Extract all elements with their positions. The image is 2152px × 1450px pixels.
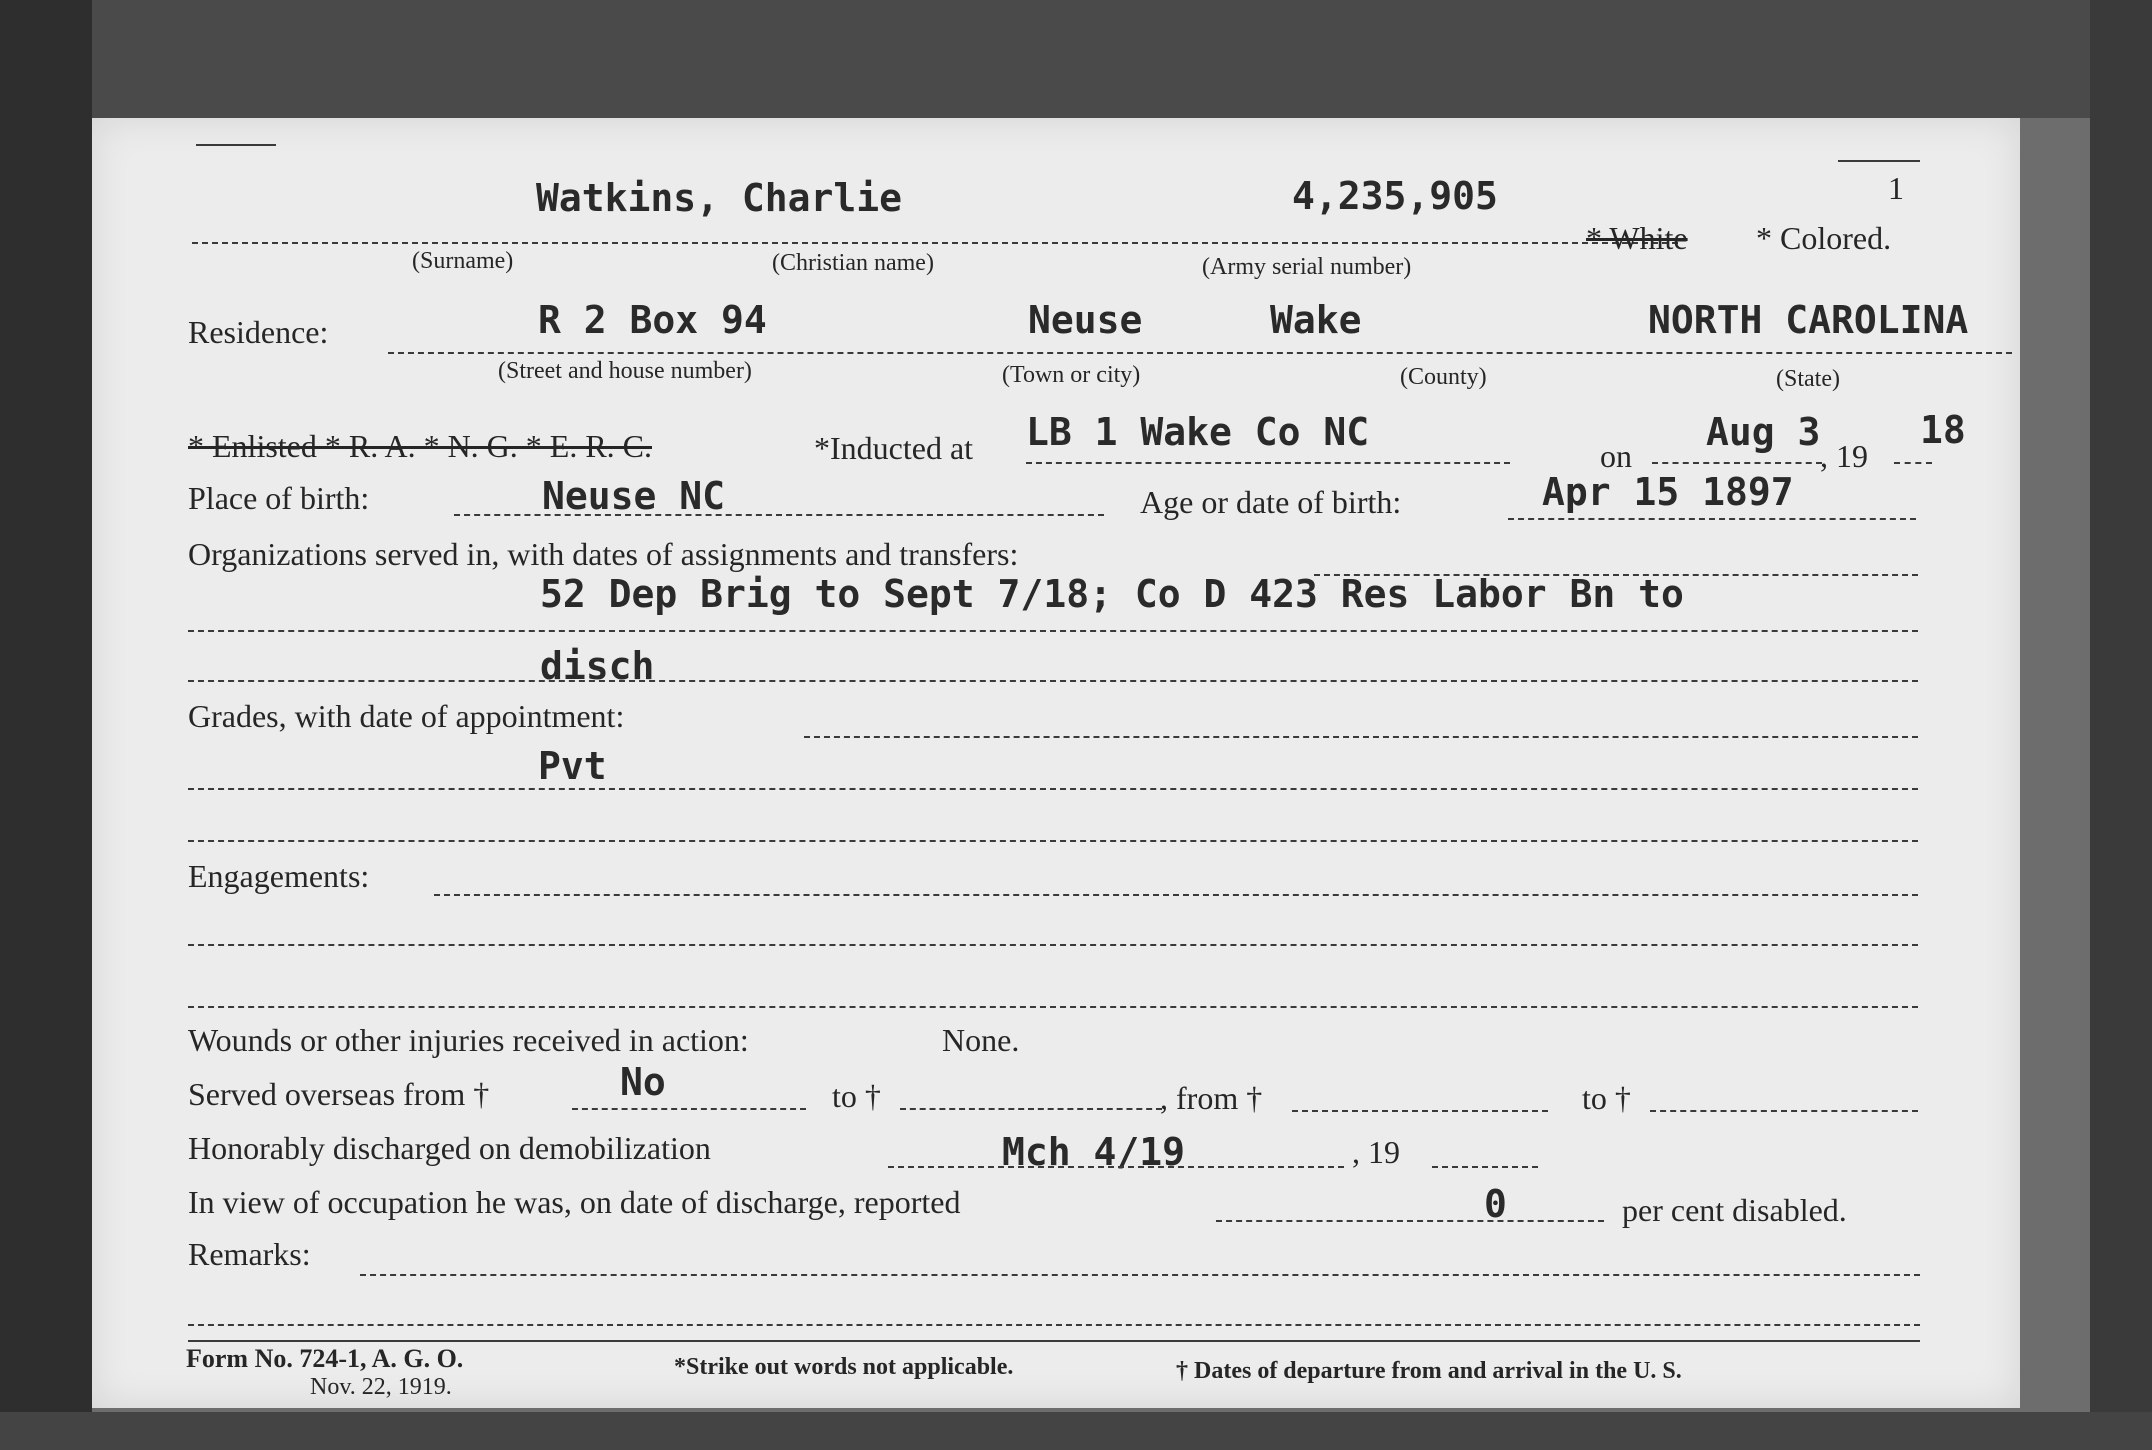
residence-town-value: Neuse bbox=[1028, 298, 1143, 342]
residence-line bbox=[388, 352, 2012, 354]
discharge-year-line bbox=[1432, 1166, 1538, 1168]
footer-rule bbox=[188, 1340, 1920, 1342]
form-date: Nov. 22, 1919. bbox=[310, 1374, 452, 1400]
overseas-to2-label: to † bbox=[1582, 1080, 1631, 1116]
residence-label: Residence: bbox=[188, 314, 329, 350]
engagements-line-0 bbox=[434, 894, 1918, 896]
remarks-label: Remarks: bbox=[188, 1236, 311, 1272]
scan-background-right bbox=[2090, 0, 2152, 1450]
disability-line bbox=[1216, 1220, 1604, 1222]
residence-county-value: Wake bbox=[1270, 298, 1362, 342]
induction-date-value: Aug 3 bbox=[1706, 410, 1821, 454]
card-number: 1 bbox=[1888, 170, 1904, 206]
grades-line-1 bbox=[188, 788, 1918, 790]
overseas-to2-line bbox=[1650, 1110, 1918, 1112]
served-overseas-label: Served overseas from † bbox=[188, 1076, 490, 1112]
engagements-line-1 bbox=[188, 944, 1918, 946]
surname-caption: (Surname) bbox=[412, 248, 514, 274]
place-of-birth-line bbox=[454, 514, 1104, 516]
scan-background-bottom bbox=[0, 1412, 2152, 1450]
organizations-line-2 bbox=[188, 680, 1918, 682]
date-of-birth-line bbox=[1508, 518, 1916, 520]
surname-value: Watkins, Charlie bbox=[536, 176, 903, 220]
dates-note: † Dates of departure from and arrival in the U. S. bbox=[1176, 1358, 1682, 1384]
grades-value: Pvt bbox=[538, 744, 607, 788]
residence-state-value: NORTH CAROLINA bbox=[1648, 298, 1969, 342]
place-of-birth-value: Neuse NC bbox=[542, 474, 726, 518]
christian-name-caption: (Christian name) bbox=[772, 250, 934, 276]
age-label: Age or date of birth: bbox=[1140, 484, 1402, 520]
scan-background-top bbox=[0, 0, 2152, 118]
induction-year-value: 18 bbox=[1920, 408, 1966, 452]
year-prefix: , 19 bbox=[1820, 438, 1868, 474]
inducted-label: *Inducted at bbox=[814, 430, 974, 466]
overseas-from2-label: , from † bbox=[1160, 1080, 1263, 1116]
scan-background-left bbox=[0, 0, 92, 1450]
disability-label: In view of occupation he was, on date of discharge, reported bbox=[188, 1184, 961, 1220]
name-line bbox=[192, 242, 1678, 244]
organizations-label: Organizations served in, with dates of assignments and transfers: bbox=[188, 536, 1019, 572]
service-record-card bbox=[92, 118, 2020, 1408]
disability-value: 0 bbox=[1484, 1182, 1507, 1226]
overseas-to-label: to † bbox=[832, 1078, 881, 1114]
organizations-line-1-value: 52 Dep Brig to Sept 7/18; Co D 423 Res Labor Bn to bbox=[540, 572, 1684, 616]
discharge-date-value: Mch 4/19 bbox=[1002, 1130, 1186, 1174]
grades-label: Grades, with date of appointment: bbox=[188, 698, 625, 734]
grades-line-2 bbox=[188, 840, 1918, 842]
disability-suffix: per cent disabled. bbox=[1622, 1192, 1847, 1228]
place-of-birth-label: Place of birth: bbox=[188, 480, 370, 516]
town-caption: (Town or city) bbox=[1002, 362, 1141, 388]
date-of-birth-value: Apr 15 1897 bbox=[1542, 470, 1794, 514]
overseas-to-line bbox=[900, 1108, 1162, 1110]
organizations-line-2-value: disch bbox=[540, 644, 655, 688]
county-caption: (County) bbox=[1400, 364, 1487, 390]
street-caption: (Street and house number) bbox=[498, 358, 752, 384]
remarks-line-0 bbox=[360, 1274, 1920, 1276]
engagements-line-2 bbox=[188, 1006, 1918, 1008]
top-left-rule bbox=[196, 144, 276, 146]
state-caption: (State) bbox=[1776, 366, 1840, 392]
strike-out-note: *Strike out words not applicable. bbox=[674, 1354, 1014, 1380]
serial-caption: (Army serial number) bbox=[1202, 254, 1412, 280]
residence-street-value: R 2 Box 94 bbox=[538, 298, 767, 342]
overseas-from2-line bbox=[1292, 1110, 1548, 1112]
inducted-at-line bbox=[1026, 462, 1510, 464]
induction-date-line bbox=[1652, 462, 1822, 464]
race-white: * White bbox=[1586, 220, 1688, 256]
discharge-label: Honorably discharged on demobilization bbox=[188, 1130, 711, 1166]
remarks-line-1 bbox=[188, 1324, 1920, 1326]
grades-line-0 bbox=[804, 736, 1918, 738]
on-label: on bbox=[1600, 438, 1632, 474]
organizations-line-1 bbox=[188, 630, 1918, 632]
top-right-rule bbox=[1838, 160, 1920, 162]
discharge-date-line bbox=[888, 1166, 1344, 1168]
induction-year-line bbox=[1894, 462, 1932, 464]
wounds-label: Wounds or other injuries received in action: bbox=[188, 1022, 749, 1058]
form-number: Form No. 724-1, A. G. O. bbox=[186, 1344, 464, 1373]
discharge-year-prefix: , 19 bbox=[1352, 1134, 1400, 1170]
race-colored: * Colored. bbox=[1756, 220, 1892, 256]
enlisted-options: * Enlisted * R. A. * N. G. * E. R. C. bbox=[188, 428, 653, 464]
inducted-at-value: LB 1 Wake Co NC bbox=[1026, 410, 1370, 454]
wounds-value: None. bbox=[942, 1022, 1020, 1058]
overseas-from-value: No bbox=[620, 1060, 666, 1104]
serial-number-value: 4,235,905 bbox=[1292, 174, 1498, 218]
overseas-from-line bbox=[572, 1108, 806, 1110]
engagements-label: Engagements: bbox=[188, 858, 370, 894]
